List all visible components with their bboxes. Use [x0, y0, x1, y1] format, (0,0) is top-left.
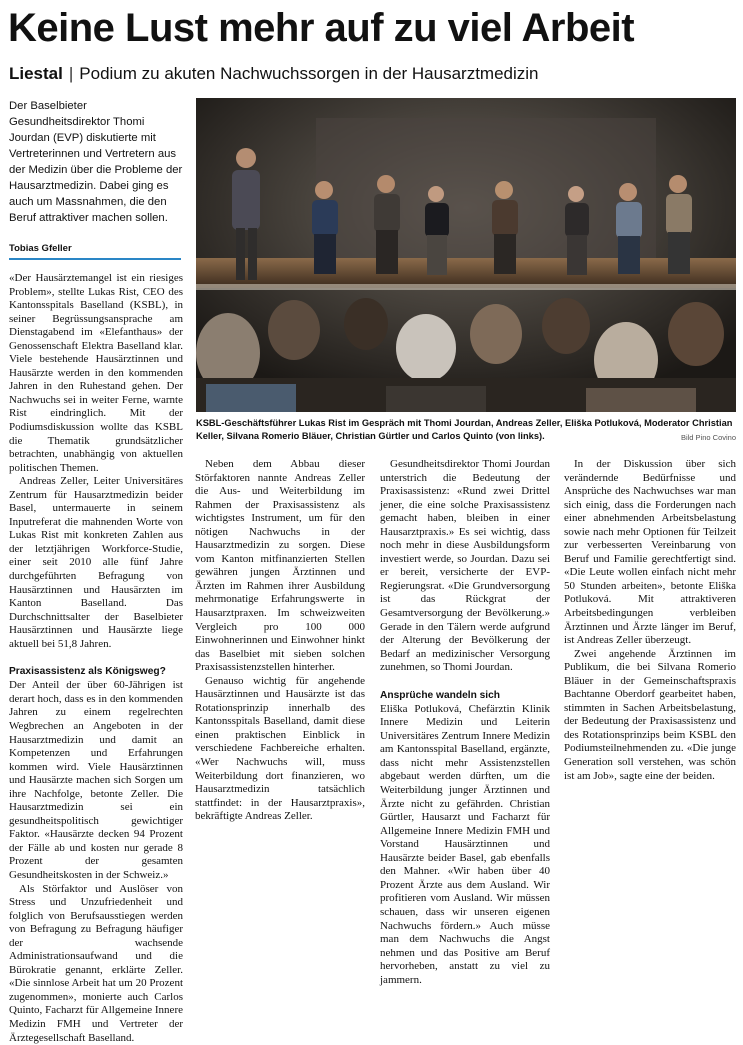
subline [9, 62, 739, 86]
separator: | [68, 64, 74, 83]
article-photo [196, 98, 736, 412]
location: Liestal [9, 64, 63, 83]
text-column-2 [195, 458, 365, 824]
body-paragraph: In der Diskussion über sich verändernde Bedürfnisse und Ansprüche des Nachwuchses war man sich einig, dass die Forderungen nach einer abnehmenden Arbeitsbelastung sowie nach mehr Optionen für Teilzeit zur verbesserten Vereinbarung von Beruf und Familie gerechtfertigt sind. «Die Leute wollen einfach nicht mehr 50 Stunden arbeiten», betonte Eliška Potluková. Mit attraktiveren Arbeitsbedingungen verbleiben Ärztinnen und Ärzte länger im Beruf, ist Andreas Zeller überzeugt. [564, 458, 736, 647]
podium-photo-illustration [196, 98, 736, 412]
subtitle: Podium zu akuten Nachwuchssorgen in der Hausarztmedizin [79, 64, 539, 83]
photo-caption [196, 417, 736, 444]
caption-text: KSBL-Geschäftsführer Lukas Rist im Gespräch mit Thomi Jourdan, Andreas Zeller, Eliška Potluková, Moderator Christian Keller, Silvana Romerio Bläuer, Christian Gürtler und Carlos Quinto (von links). [196, 418, 733, 441]
body-paragraph: Als Störfaktor und Auslöser von Stress und Unzufriedenheit und folglich von Berufsausstiegen werden von Befragung zu Befragung häufiger der wachsende Administrationsaufwand und die Bürokratie genannt, erklärte Zeller. «Die sinnlose Arbeit hat um 20 Prozent zugenommen», monierte auch Carlos Quinto, Facharzt für Allgemeine Innere Medizin FMH und Vertreter der Ärztegesellschaft Baselland. [9, 882, 183, 1044]
photo-credit: Bild Pino Covino [680, 432, 736, 442]
subheading: Praxisassistenz als Königsweg? [9, 666, 166, 678]
text-column-4 [564, 458, 736, 783]
body-paragraph: Genauso wichtig für angehende Hausärztinnen und Hausärzte ist das Rotationsprinzip innerhalb des Kantonsspitals Baselland, damit diese einen praktischen Einblick in verschiedene Fachbereiche erhalten. «Wer Nachwuchs will, muss Weiterbildung dort finanzieren, wo Hausarztmedizin tatsächlich stattfindet: in der Hausarztpraxis», bekräftigte Andreas Zeller. [195, 674, 365, 823]
body-paragraph: Der Anteil der über 60-Jährigen ist derart hoch, dass es in den kommenden Jahren zu einem regelrechten Wegbrechen an Angeboten in der Hausarztmedizin und damit an Kompetenzen und Erfahrungen kommen wird. Viele Hausärztinnen und Hausärzte machen sich Sorgen um ihre Nachfolge, betonte Zeller. Die Hausarztmedizin sei ein gesundheitspolitisch gewichtiger Faktor. «Hausärzte decken 94 Prozent der Fälle ab und kosten nur gerade 8 Prozent der gesamten Gesundheitskosten in der Schweiz.» [9, 679, 183, 881]
headline: Keine Lust mehr auf zu viel Arbeit [8, 6, 635, 50]
author-byline: Tobias Gfeller [9, 242, 181, 260]
text-column-3 [380, 458, 550, 987]
text-column-1 [9, 272, 183, 1045]
body-paragraph: Gesundheitsdirektor Thomi Jourdan unterstrich die Bedeutung der Praxisassistenz: «Rund zwei Drittel jener, die eine solche Praxisassistenz gemacht haben, bleiben in einer Hausarztpraxis.» Es sei wichtig, dass noch mehr in diese Ausbildungsform investiert werde, so Jourdan. Dazu sei er bereit, versicherte der EVP-Regierungsrat. «Die Grundversorgung ist das Rückgrat der Gesamtversorgung der Bevölkerung.» Gerade in den Tälern werde aufgrund der Alterung der Bevölkerung der Bedarf an medizinischer Versorgung zunehmen, so Thomi Jourdan. [380, 458, 550, 674]
body-paragraph: «Der Hausärztemangel ist ein riesiges Problem», stellte Lukas Rist, CEO des Kantonsspitals Baselland (KSBL), in seiner Begrüssungsansprache am Dienstagabend im «Elefanthaus» der Genossenschaft Elektra Baselland klar. Viele bestehende Hausärztinnen und Hausärzte werden in den kommenden Jahren in den Ruhestand gehen. Der Nachwuchs sei in weiter Ferne, warnte Rist eindringlich. Mit der Podiumsdiskussion wollte das KSBL die Thematik grundsätzlicher betrachten, unabhängig von aktuellen politischen Themen. [9, 272, 183, 474]
lead-paragraph: Der Baselbieter Gesundheitsdirektor Thomi Jourdan (EVP) diskutierte mit Vertreterinnen und Vertretern aus der Medizin über die Probleme der Hausarztmedizin. Dabei ging es auch um Massnahmen, die den Beruf attraktiver machen sollen. [9, 100, 183, 224]
body-paragraph: Zwei angehende Ärztinnen im Publikum, die bei Silvana Romerio Bläuer in der Gemeinschaftspraxis Bachtanne Oberdorf gearbeitet haben, stimmten in Sachen Arbeitsbelastung, der Bedeutung der Praxisassistenz und des Rotationsprinzips beim KSBL den Podiumsteilnehmenden zu. «Die junge Generation soll verstehen, was schön ist am Job», sagte eine der beiden. [564, 647, 736, 782]
body-paragraph: Eliška Potluková, Chefärztin Klinik Innere Medizin und Leiterin Universitäres Zentrum Innere Medizin am Kantonsspital Baselland, ergänzte, dass nicht mehr Assistenzstellen abgebaut werden dürften, um die Weiterbildung junger Ärztinnen und Ärzte nicht zu gefährden. Christian Gürtler, Hausarzt und Facharzt für Allgemeine Innere Medizin FMH und Vorstand Hausärztinnen und Hausärzte beider Basel, gab ebenfalls den Mahner. «Wir haben über 40 Prozent Ärzte aus dem Ausland. Wir profitieren vom Ausland. Wir müssen schauen, dass wir unseren eigenen Nachwuchs fördern.» Auch müsse man dem Nachwuchs die Angst nehmen und das Positive am Beruf hervorheben, anstatt zu viel zu jammern. [380, 702, 550, 986]
subheading: Ansprüche wandeln sich [380, 689, 501, 701]
body-paragraph: Neben dem Abbau dieser Störfaktoren nannte Andreas Zeller die Aus- und Weiterbildung im Rahmen der Praxisassistenz als wichtigstes Instrument, um für den nötigen Nachwuchs in der Hausarztmedizin zu sorgen. Diese vom Kanton mitfinanzierten Stellen gewähren jungen Ärztinnen und Ärzten im Rahmen ihrer Ausbildung mehrmonatige Erfahrungswerte in Hausarztpraxen. Im schweizweiten Vergleich pro 100 000 Einwohnerinnen und Einwohner hinkt das Baselbiet mit sieben solchen Praxisassistenzstellen hinterher. [195, 458, 365, 674]
body-paragraph: Andreas Zeller, Leiter Universitäres Zentrum für Hausarztmedizin beider Basel, untermauerte in seinem Inputreferat die mahnenden Worte von Lukas Rist mit konkreten Zahlen aus der letztjährigen Workforce-Studie, einer seit 2010 alle fünf Jahre durchgeführten Befragung von Hausärztinnen und Hausärzten im Kanton Baselland. Das Durchschnittsalter der Baselbieter Hausärztinnen und Hausärzte liege aktuell bei 51,8 Jahren. [9, 475, 183, 650]
